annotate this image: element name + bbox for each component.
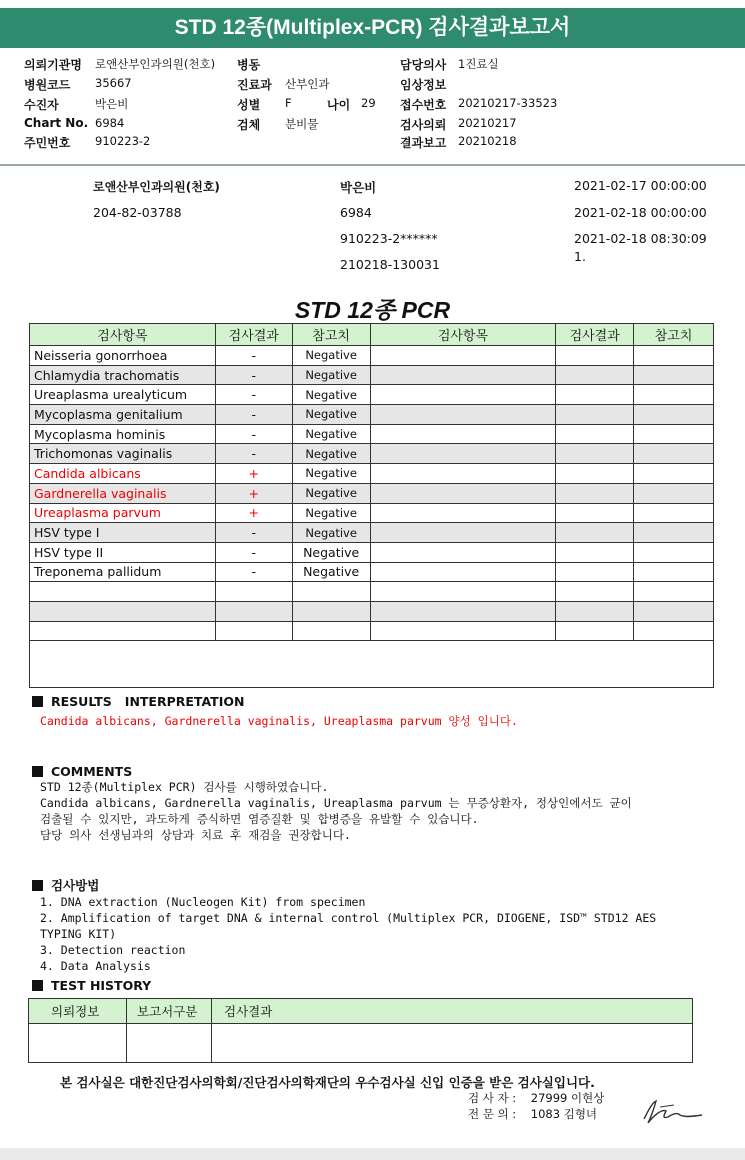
sub-resident: 910223-2****** xyxy=(340,231,438,246)
empty-row xyxy=(30,582,714,602)
table-row xyxy=(30,562,714,582)
method-section xyxy=(32,876,656,974)
value-requested: 20210217 xyxy=(458,116,517,130)
comments-section xyxy=(32,764,632,843)
label-hospital-code: 병원코드 xyxy=(24,78,71,92)
empty-row xyxy=(30,641,714,688)
test-result: - xyxy=(215,365,292,385)
report-title: STD 12종(Multiplex-PCR) 검사결과보고서 xyxy=(0,8,745,48)
test-item: HSV type I xyxy=(30,523,216,543)
history-heading: TEST HISTORY xyxy=(51,978,152,993)
label-doctor: 담당의사 xyxy=(400,58,447,72)
sub-institution: 로앤산부인과의원(천호) xyxy=(93,180,220,194)
label-specimen: 검체 xyxy=(237,118,261,132)
sub-date-1: 2021-02-17 00:00:00 xyxy=(574,178,707,193)
header-item-2: 검사항목 xyxy=(370,324,556,346)
value-patient: 박은비 xyxy=(95,97,129,111)
examiner: 검 사 자 : 27999 이현상 xyxy=(468,1091,605,1105)
specialist: 전 문 의 : 1083 김형녀 xyxy=(468,1107,598,1121)
history-row xyxy=(29,1024,693,1063)
value-sex: F xyxy=(285,96,292,110)
certification-text: 본 검사실은 대한진단검사의학회/진단검사의학재단의 우수검사실 신입 인증을 받은 검사실입니다. xyxy=(60,1075,595,1090)
comment-line: Candida albicans, Gardnerella vaginalis, Ureaplasma parvum 는 무증상환자, 정상인에서도 균이 xyxy=(40,796,632,810)
label-resident-no: 주민번호 xyxy=(24,136,71,150)
test-result: - xyxy=(215,405,292,425)
sub-note: 1. xyxy=(574,249,586,264)
method-line: 2. Amplification of target DNA & internal control (Multiplex PCR, DIOGENE, ISD™ STD12 AES xyxy=(40,911,657,925)
test-ref: Negative xyxy=(292,346,370,366)
label-chart-no: Chart No. xyxy=(24,116,89,130)
test-ref: Negative xyxy=(292,464,370,484)
test-result: - xyxy=(215,385,292,405)
method-line: TYPING KIT) xyxy=(40,927,117,941)
history-header-result: 검사결과 xyxy=(212,999,693,1024)
table-row xyxy=(30,365,714,385)
test-result: + xyxy=(215,483,292,503)
label-requested: 검사의뢰 xyxy=(400,118,447,132)
test-ref: Negative xyxy=(292,444,370,464)
test-result: + xyxy=(215,464,292,484)
sub-date-3: 2021-02-18 08:30:09 xyxy=(574,231,707,246)
summary-block xyxy=(0,172,745,282)
table-row xyxy=(30,464,714,484)
test-ref: Negative xyxy=(292,503,370,523)
method-heading: 검사방법 xyxy=(51,878,100,893)
table-row xyxy=(30,405,714,425)
table-row xyxy=(30,483,714,503)
sub-business-no: 204-82-03788 xyxy=(93,205,182,220)
test-item: Trichomonas vaginalis xyxy=(30,444,216,464)
label-sex: 성별 xyxy=(237,98,261,112)
comment-line: 검출될 수 있지만, 과도하게 증식하면 염증질환 및 합병증을 유발할 수 있습니다. xyxy=(40,812,479,826)
results-heading: RESULTS INTERPRETATION xyxy=(51,694,245,709)
results-interpretation xyxy=(32,694,518,729)
test-item: Chlamydia trachomatis xyxy=(30,365,216,385)
label-institution: 의뢰기관명 xyxy=(24,58,82,72)
test-ref: Negative xyxy=(292,405,370,425)
test-result: - xyxy=(215,562,292,582)
value-hospital-code: 35667 xyxy=(95,76,132,90)
table-row xyxy=(30,523,714,543)
history-header-report-type: 보고서구분 xyxy=(127,999,212,1024)
results-header-row xyxy=(30,324,714,346)
method-line: 4. Data Analysis xyxy=(40,959,151,973)
method-line: 3. Detection reaction xyxy=(40,943,186,957)
square-bullet-icon xyxy=(32,980,43,991)
test-result: - xyxy=(215,542,292,562)
table-row xyxy=(30,503,714,523)
label-receipt-no: 접수번호 xyxy=(400,98,447,112)
sub-chart: 6984 xyxy=(340,205,372,220)
sub-patient: 박은비 xyxy=(340,180,377,195)
history-header-request: 의뢰정보 xyxy=(29,999,127,1024)
value-receipt-no: 20210217-33523 xyxy=(458,96,558,110)
label-age: 나이 xyxy=(327,98,351,112)
header-ref-2: 참고치 xyxy=(634,324,714,346)
header-item: 검사항목 xyxy=(30,324,216,346)
patient-info xyxy=(0,54,745,166)
value-institution: 로앤산부인과의원(천호) xyxy=(95,57,216,71)
test-ref: Negative xyxy=(292,424,370,444)
test-result: - xyxy=(215,346,292,366)
test-item: Ureaplasma urealyticum xyxy=(30,385,216,405)
label-patient: 수진자 xyxy=(24,98,59,112)
label-clinical-info: 임상정보 xyxy=(400,78,447,92)
comment-line: 담당 의사 선생님과의 상담과 치료 후 재검을 권장합니다. xyxy=(40,828,351,842)
test-result: - xyxy=(215,444,292,464)
test-ref: Negative xyxy=(292,523,370,543)
test-item: HSV type II xyxy=(30,542,216,562)
sub-sample-no: 210218-130031 xyxy=(340,257,440,272)
results-text: Candida albicans, Gardnerella vaginalis, Ureaplasma parvum 양성 입니다. xyxy=(40,714,518,728)
sub-date-2: 2021-02-18 00:00:00 xyxy=(574,205,707,220)
value-resident-no: 910223-2 xyxy=(95,134,151,148)
label-department: 진료과 xyxy=(237,78,272,92)
test-result: + xyxy=(215,503,292,523)
test-item: Ureaplasma parvum xyxy=(30,503,216,523)
empty-row xyxy=(30,601,714,621)
test-item: Candida albicans xyxy=(30,464,216,484)
method-line: 1. DNA extraction (Nucleogen Kit) from specimen xyxy=(40,895,366,909)
square-bullet-icon xyxy=(32,880,43,891)
test-ref: Negative xyxy=(292,385,370,405)
history-heading-block xyxy=(32,978,151,993)
test-result: - xyxy=(215,523,292,543)
value-reported: 20210218 xyxy=(458,134,517,148)
test-item: Gardnerella vaginalis xyxy=(30,483,216,503)
empty-row xyxy=(30,621,714,641)
table-row xyxy=(30,424,714,444)
test-ref: Negative xyxy=(292,483,370,503)
test-ref: Negative xyxy=(292,562,370,582)
test-item: Treponema pallidum xyxy=(30,562,216,582)
header-ref: 참고치 xyxy=(292,324,370,346)
comment-line: STD 12종(Multiplex PCR) 검사를 시행하였습니다. xyxy=(40,780,329,794)
value-department: 산부인과 xyxy=(285,77,330,91)
square-bullet-icon xyxy=(32,696,43,707)
history-header-row xyxy=(29,999,693,1024)
table-row xyxy=(30,542,714,562)
comments-heading: COMMENTS xyxy=(51,764,133,779)
value-chart-no: 6984 xyxy=(95,116,125,130)
label-ward: 병동 xyxy=(237,58,261,72)
test-item: Mycoplasma genitalium xyxy=(30,405,216,425)
value-doctor: 1진료실 xyxy=(458,57,499,71)
signature-icon xyxy=(640,1097,706,1127)
header-result-2: 검사결과 xyxy=(556,324,634,346)
pcr-title: STD 12종 PCR xyxy=(294,297,451,323)
table-row xyxy=(30,346,714,366)
test-item: Mycoplasma hominis xyxy=(30,424,216,444)
results-table xyxy=(29,323,714,688)
test-ref: Negative xyxy=(292,542,370,562)
test-ref: Negative xyxy=(292,365,370,385)
history-table xyxy=(28,998,693,1063)
test-result: - xyxy=(215,424,292,444)
table-row xyxy=(30,385,714,405)
label-reported: 결과보고 xyxy=(400,136,447,150)
header-result: 검사결과 xyxy=(215,324,292,346)
test-item: Neisseria gonorrhoea xyxy=(30,346,216,366)
bottom-bar xyxy=(0,1148,745,1160)
square-bullet-icon xyxy=(32,766,43,777)
table-row xyxy=(30,444,714,464)
value-specimen: 분비물 xyxy=(285,117,319,131)
value-age: 29 xyxy=(361,96,376,110)
